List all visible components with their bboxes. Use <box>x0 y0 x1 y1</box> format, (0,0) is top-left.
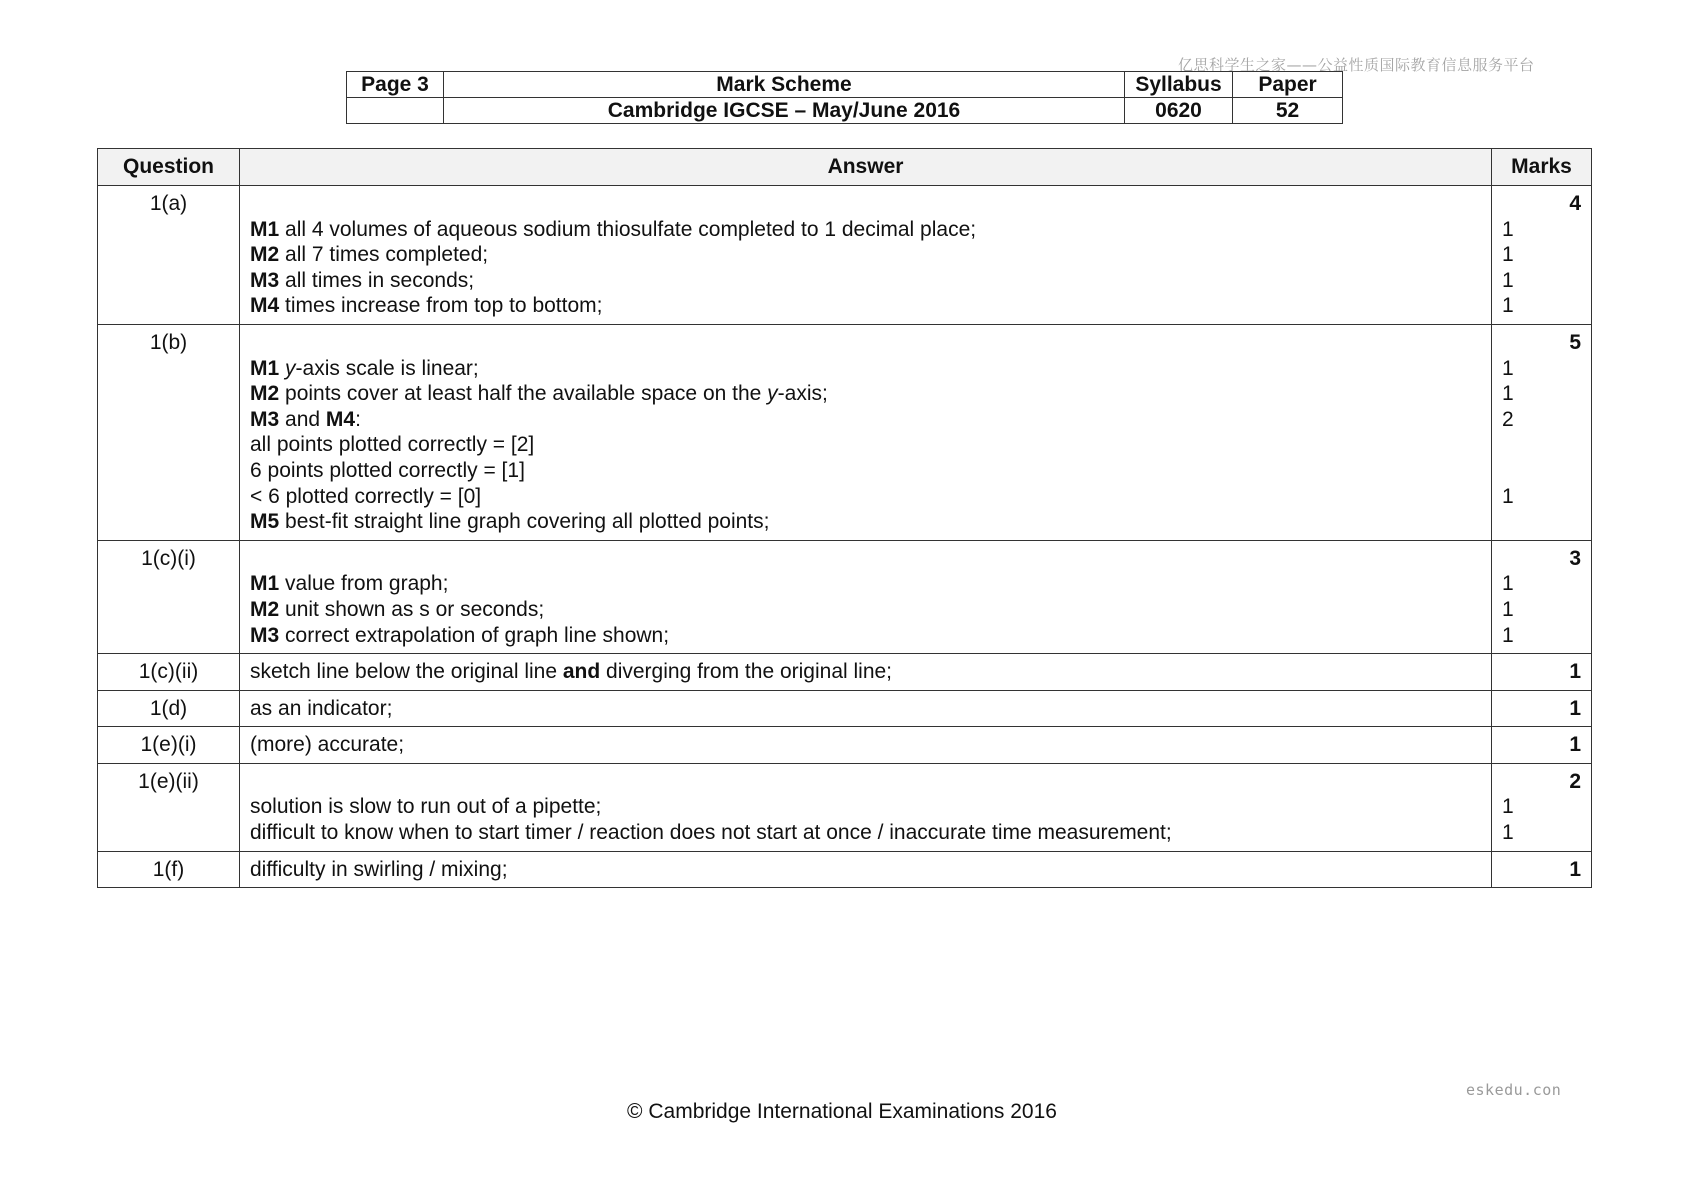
question-number: 1(e)(i) <box>98 727 240 764</box>
empty-cell <box>347 98 444 124</box>
answer-text: times increase from top to bottom; <box>279 294 603 318</box>
marks-cell <box>1492 540 1592 653</box>
answer-text: : <box>355 407 361 431</box>
line-mark: 1 <box>1502 623 1514 647</box>
answer-line <box>250 571 1481 597</box>
answer-text: value from graph; <box>279 572 449 596</box>
document-title: Mark Scheme <box>444 72 1125 98</box>
syllabus-label: Syllabus <box>1125 72 1233 98</box>
table-row <box>98 654 1592 691</box>
line-mark: 1 <box>1502 382 1514 406</box>
answer-text: and <box>279 407 326 431</box>
table-row <box>98 851 1592 888</box>
marks-cell <box>1492 324 1592 540</box>
table-row <box>98 540 1592 653</box>
criterion-label: M4 <box>250 294 280 318</box>
answer-line <box>250 458 1481 484</box>
answer-text: all 7 times completed; <box>279 243 489 267</box>
question-header: Question <box>98 149 240 186</box>
axis-variable: y <box>767 382 778 406</box>
marks-header: Marks <box>1492 149 1592 186</box>
answer-line <box>250 820 1481 846</box>
answer-line <box>250 432 1481 458</box>
answer-text: all 4 volumes of aqueous sodium thiosulfate completed to 1 decimal place; <box>279 217 977 241</box>
line-mark: 1 <box>1502 243 1514 267</box>
line-mark: 1 <box>1502 795 1514 819</box>
answer-line <box>250 407 1481 433</box>
answer-line <box>250 623 1481 649</box>
table-row <box>98 690 1592 727</box>
answer-cell <box>240 727 1492 764</box>
answer-line <box>250 794 1481 820</box>
marks-cell <box>1492 763 1592 851</box>
line-mark: 1 <box>1502 294 1514 318</box>
line-mark: 1 <box>1502 356 1514 380</box>
total-marks: 4 <box>1569 192 1581 215</box>
criterion-label: M1 <box>250 356 280 380</box>
watermark-top: 亿思科学生之家——公益性质国际教育信息服务平台 <box>1178 56 1535 74</box>
answer-header: Answer <box>240 149 1492 186</box>
answer-text: points cover at least half the available space on the <box>279 382 768 406</box>
criterion-label: M2 <box>250 243 280 267</box>
answer-line <box>250 242 1481 268</box>
answer-cell <box>240 186 1492 325</box>
answer-text: difficult to know when to start timer / reaction does not start at once / inaccurate time measurement; <box>250 821 1172 845</box>
answer-line <box>250 597 1481 623</box>
answer-text: all times in seconds; <box>279 268 475 292</box>
answer-cell <box>240 540 1492 653</box>
answer-line <box>250 659 1481 685</box>
answer-line <box>250 732 1481 758</box>
answer-cell <box>240 654 1492 691</box>
table-row <box>98 186 1592 325</box>
axis-variable: y <box>285 356 296 380</box>
answer-line <box>250 268 1481 294</box>
criterion-label: M3 <box>250 623 280 647</box>
line-mark: 1 <box>1502 597 1514 621</box>
line-mark: 1 <box>1502 572 1514 596</box>
answer-text: 6 points plotted correctly = [1] <box>250 458 525 482</box>
answer-spacer <box>250 191 1481 217</box>
criterion-label: M2 <box>250 382 280 406</box>
total-marks: 3 <box>1569 546 1581 570</box>
line-mark: 1 <box>1502 484 1514 508</box>
answer-text: (more) accurate; <box>250 733 405 757</box>
total-marks: 5 <box>1569 330 1581 354</box>
line-mark <box>1502 509 1581 535</box>
marks-cell <box>1492 690 1592 727</box>
total-marks: 2 <box>1569 769 1581 793</box>
line-mark: 1 <box>1502 821 1514 845</box>
mark-scheme-body <box>98 186 1592 888</box>
total-marks: 1 <box>1569 733 1581 757</box>
paper-number: 52 <box>1233 98 1343 124</box>
table-header-row <box>98 149 1592 186</box>
criterion-label: M2 <box>250 597 280 621</box>
mark-scheme-table <box>97 148 1592 888</box>
answer-text: difficulty in swirling / mixing; <box>250 857 508 881</box>
answer-spacer <box>250 330 1481 356</box>
answer-line <box>250 217 1481 243</box>
answer-line <box>250 356 1481 382</box>
answer-text: -axis; <box>777 382 828 406</box>
answer-text: -axis scale is linear; <box>295 356 479 380</box>
answer-text: sketch line below the original line <box>250 660 563 684</box>
answer-cell <box>240 851 1492 888</box>
question-number: 1(c)(ii) <box>98 654 240 691</box>
question-number: 1(a) <box>98 186 240 325</box>
answer-spacer <box>250 546 1481 572</box>
question-number: 1(c)(i) <box>98 540 240 653</box>
paper-label: Paper <box>1233 72 1343 98</box>
marks-cell <box>1492 654 1592 691</box>
criterion-label: M3 <box>250 407 280 431</box>
marks-cell <box>1492 186 1592 325</box>
copyright-footer: © Cambridge International Examinations 2016 <box>627 1100 1057 1123</box>
emphasis-text: M4 <box>325 407 356 431</box>
total-marks: 1 <box>1569 696 1581 720</box>
line-mark <box>1502 458 1581 484</box>
page-number: Page 3 <box>347 72 444 98</box>
total-marks: 1 <box>1569 857 1581 881</box>
criterion-label: M5 <box>250 510 280 534</box>
answer-cell <box>240 690 1492 727</box>
answer-cell <box>240 324 1492 540</box>
watermark-bottom: eskedu.con <box>1466 1081 1562 1099</box>
answer-text: best-fit straight line graph covering all plotted points; <box>279 510 770 534</box>
criterion-label: M1 <box>250 572 280 596</box>
criterion-label: M3 <box>250 268 280 292</box>
table-row <box>98 763 1592 851</box>
answer-line <box>250 857 1481 883</box>
document-subtitle: Cambridge IGCSE – May/June 2016 <box>444 98 1125 124</box>
total-marks: 1 <box>1569 660 1581 684</box>
question-number: 1(f) <box>98 851 240 888</box>
answer-text: diverging from the original line; <box>600 660 893 684</box>
answer-line <box>250 293 1481 319</box>
syllabus-code: 0620 <box>1125 98 1233 124</box>
table-row <box>98 324 1592 540</box>
answer-spacer <box>250 769 1481 795</box>
answer-text: as an indicator; <box>250 696 393 720</box>
answer-text: < 6 plotted correctly = [0] <box>250 484 482 508</box>
answer-text: unit shown as s or seconds; <box>279 597 545 621</box>
emphasis-text: and <box>562 660 601 684</box>
line-mark <box>1502 432 1581 458</box>
answer-line <box>250 484 1481 510</box>
answer-text: all points plotted correctly = [2] <box>250 433 535 457</box>
answer-line <box>250 696 1481 722</box>
question-number: 1(d) <box>98 690 240 727</box>
criterion-label: M1 <box>250 217 280 241</box>
line-mark: 1 <box>1502 268 1514 292</box>
marks-cell <box>1492 851 1592 888</box>
table-row <box>98 727 1592 764</box>
answer-cell <box>240 763 1492 851</box>
question-number: 1(e)(ii) <box>98 763 240 851</box>
line-mark: 2 <box>1502 407 1514 431</box>
question-number: 1(b) <box>98 324 240 540</box>
answer-line <box>250 381 1481 407</box>
line-mark: 1 <box>1502 217 1514 241</box>
page-header-table <box>346 71 1343 124</box>
marks-cell <box>1492 727 1592 764</box>
answer-line <box>250 509 1481 535</box>
answer-text: correct extrapolation of graph line shown; <box>279 623 670 647</box>
answer-text: solution is slow to run out of a pipette; <box>250 795 602 819</box>
